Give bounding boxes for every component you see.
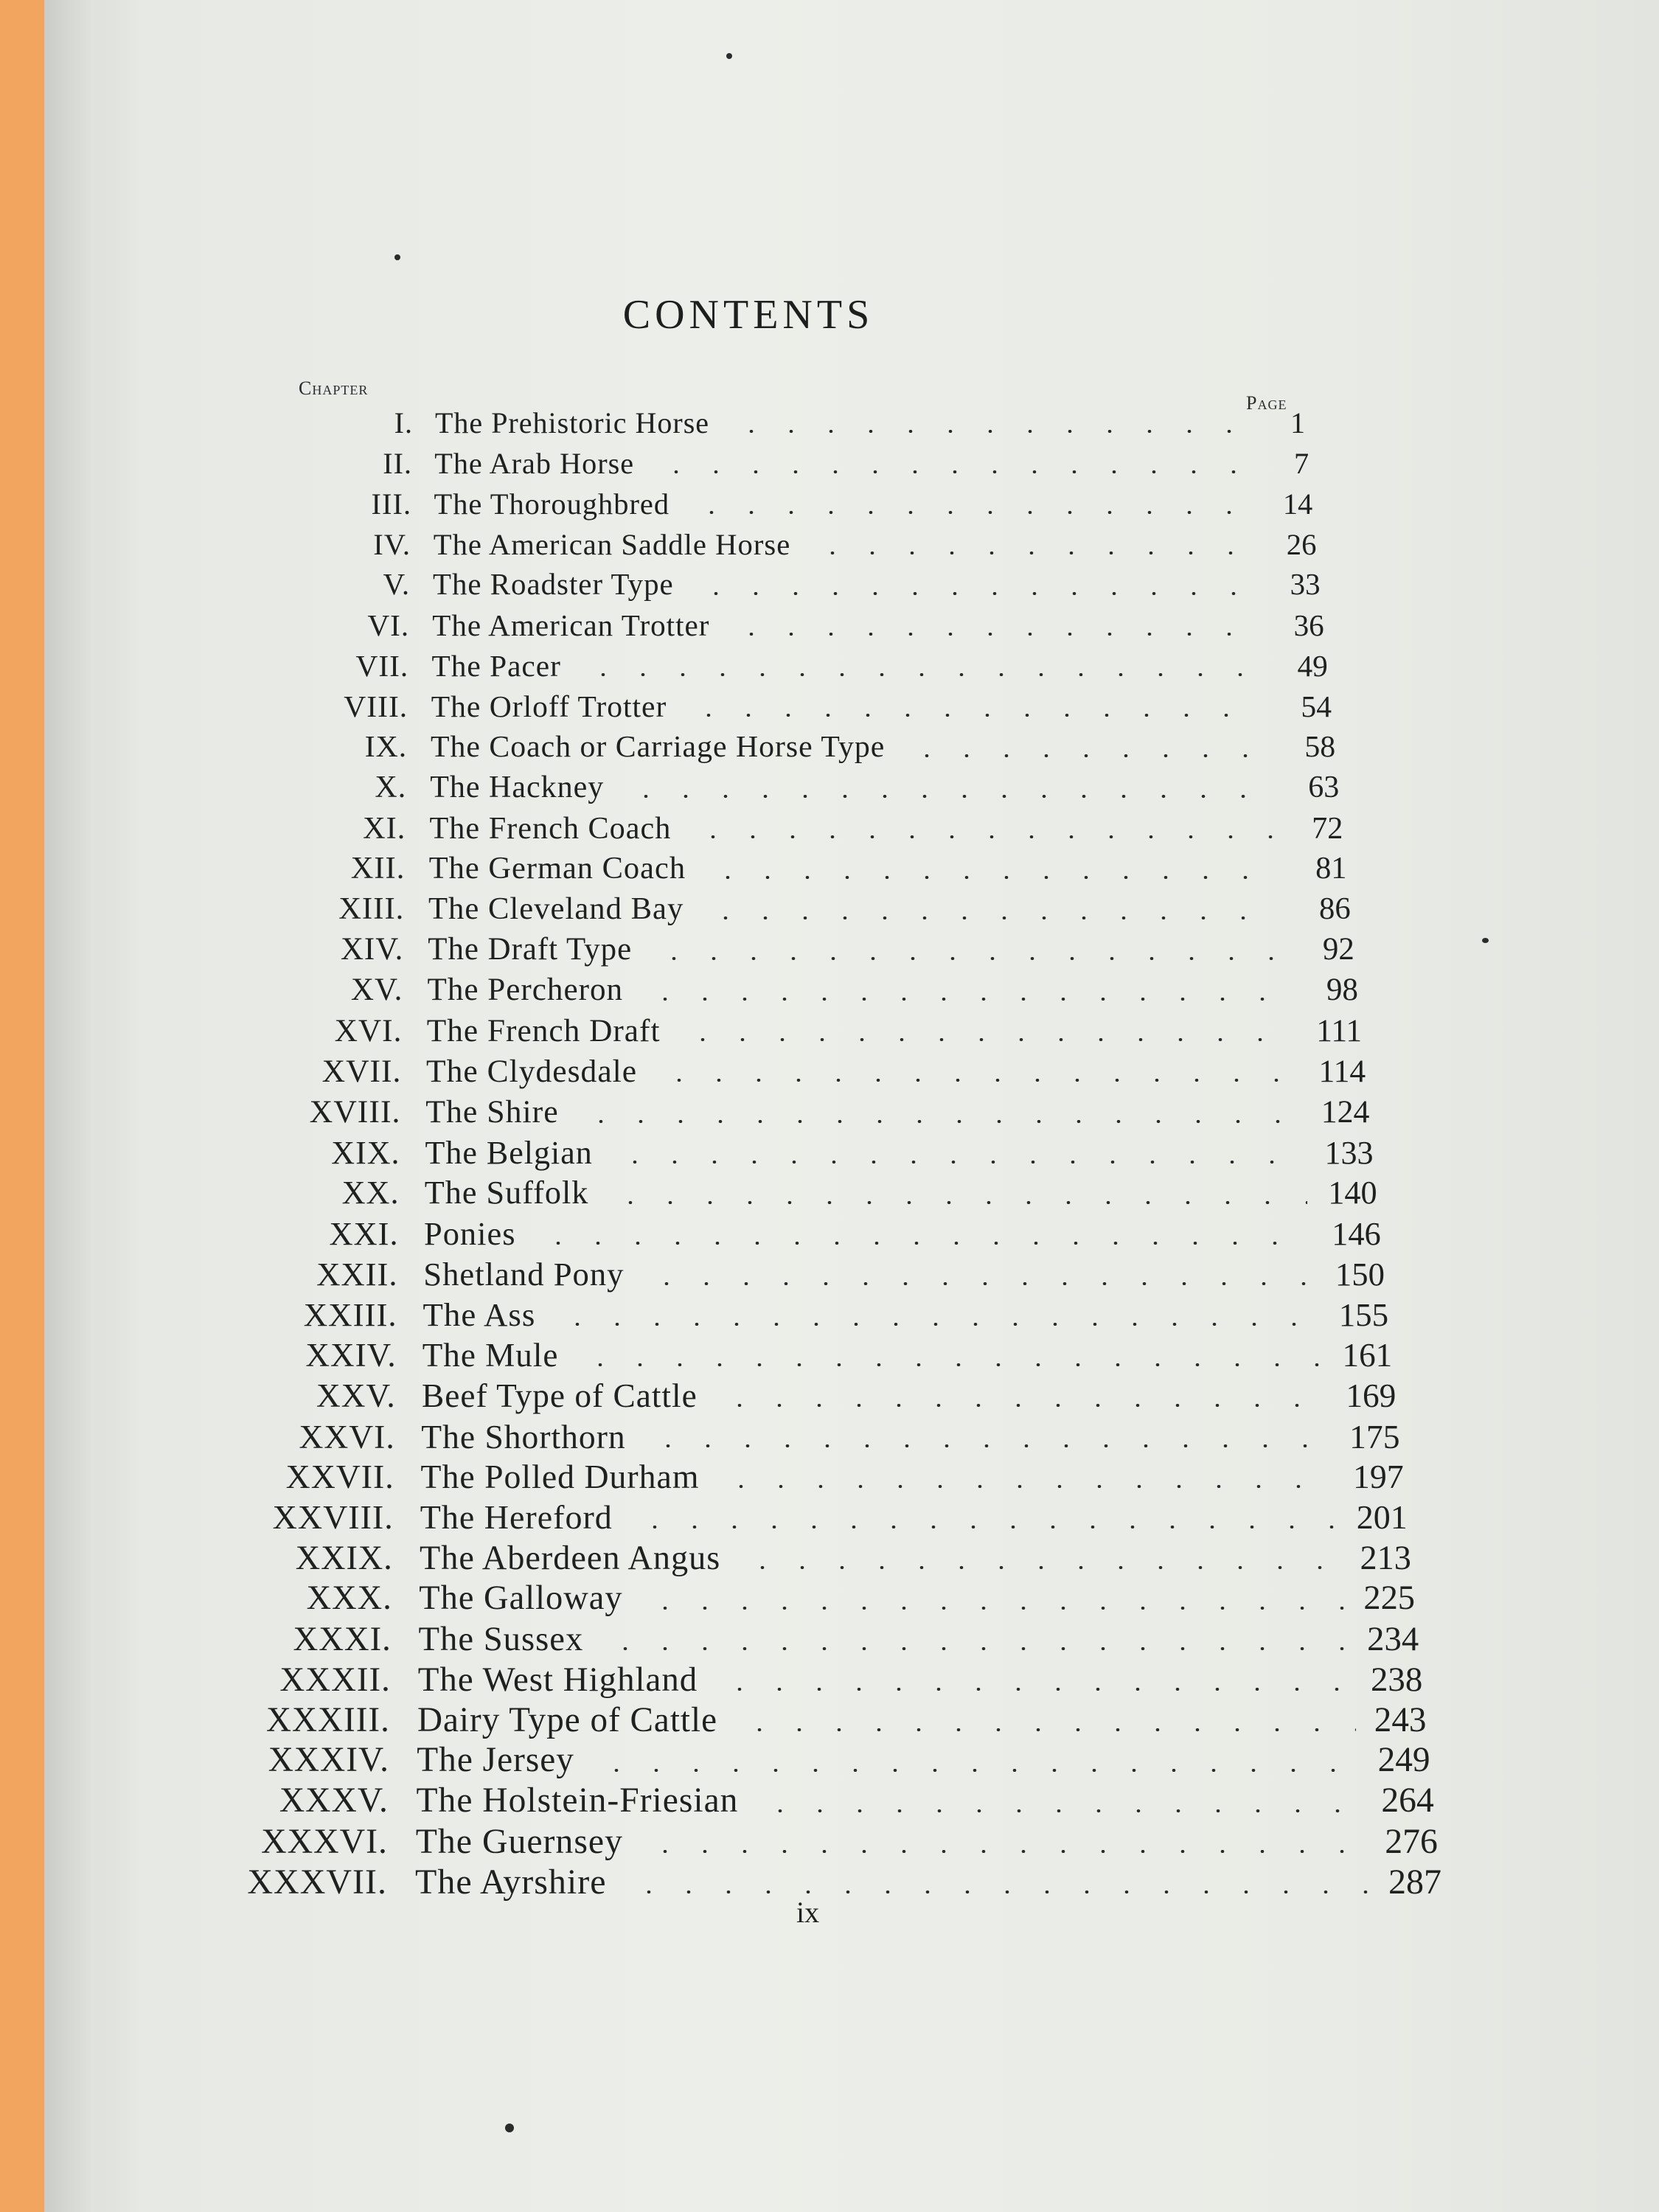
list-item	[0, 891, 1659, 926]
page-number: 133	[1324, 1134, 1374, 1171]
dot-leader	[583, 673, 1258, 676]
dot-leader	[683, 1038, 1293, 1041]
chapter-title: The Ass	[422, 1295, 536, 1333]
chapter-number: XIV.	[340, 932, 404, 967]
page-number: 26	[1286, 527, 1317, 561]
chapter-title: The West Highland	[417, 1660, 698, 1699]
page-number: 58	[1304, 729, 1336, 764]
chapter-title: The Roadster Type	[433, 568, 674, 602]
list-item	[0, 567, 1659, 602]
chapter-title: The Holstein-Friesian	[416, 1781, 739, 1820]
page-number: 1	[1290, 406, 1305, 439]
page-number: 81	[1315, 851, 1347, 886]
list-item	[0, 1417, 1659, 1453]
chapter-title: Beef Type of Cattle	[422, 1377, 698, 1414]
page-folio: ix	[796, 1896, 820, 1929]
chapter-number: XII.	[350, 851, 406, 886]
dot-leader	[557, 1323, 1318, 1326]
dot-leader	[629, 1891, 1371, 1893]
chapter-number: XXXII.	[279, 1660, 391, 1699]
dot-leader	[659, 1079, 1295, 1082]
list-item	[0, 1740, 1659, 1780]
chapter-number: XVIII.	[309, 1093, 401, 1130]
dot-leader	[720, 1404, 1326, 1407]
chapter-number: I.	[394, 406, 413, 439]
list-item	[0, 608, 1659, 643]
chapter-number: XXXIII.	[265, 1700, 390, 1739]
page-number: 140	[1328, 1175, 1377, 1211]
dot-leader	[721, 1485, 1333, 1488]
chapter-number: V.	[383, 568, 411, 602]
page-number: 201	[1356, 1498, 1408, 1537]
list-item	[0, 972, 1659, 1007]
dot-leader	[611, 1201, 1307, 1204]
dot-leader	[626, 795, 1269, 798]
ink-speck	[726, 53, 732, 59]
chapter-title: The Suffolk	[424, 1175, 589, 1211]
dot-leader	[645, 1850, 1368, 1853]
chapter-number: XXXIV.	[268, 1741, 389, 1780]
chapter-title: The Hereford	[420, 1498, 613, 1537]
page-number: 213	[1360, 1539, 1411, 1577]
list-item	[0, 648, 1659, 684]
chapter-number: XXXV.	[279, 1781, 389, 1820]
page-number: 225	[1363, 1579, 1416, 1617]
page-number: 276	[1385, 1822, 1438, 1862]
page-number: 175	[1349, 1417, 1400, 1455]
dot-leader	[597, 1769, 1360, 1772]
chapter-number: III.	[371, 487, 412, 521]
dot-leader	[708, 876, 1276, 879]
list-item	[0, 406, 1659, 441]
chapter-number: XI.	[363, 810, 406, 846]
dot-leader	[615, 1161, 1304, 1164]
chapter-number: XXX.	[306, 1579, 392, 1617]
page-number: 161	[1342, 1336, 1393, 1374]
chapter-number: XIII.	[338, 891, 405, 927]
page-number: 92	[1322, 932, 1354, 967]
chapter-title: The Arab Horse	[434, 446, 635, 480]
chapter-number: XXXI.	[293, 1619, 392, 1658]
list-item	[0, 1214, 1659, 1253]
chapter-title: The Shorthorn	[421, 1417, 626, 1455]
chapter-number: XV.	[350, 973, 403, 1008]
chapter-title: The Aberdeen Angus	[420, 1539, 721, 1577]
chapter-title: Ponies	[424, 1215, 516, 1253]
list-item	[0, 1821, 1659, 1862]
list-item	[0, 850, 1659, 886]
dot-leader	[645, 1607, 1345, 1610]
list-item	[0, 1619, 1659, 1658]
list-item	[0, 931, 1659, 967]
dot-leader	[580, 1363, 1322, 1366]
dot-leader	[648, 1444, 1330, 1447]
list-item	[0, 1295, 1659, 1331]
list-item	[0, 1012, 1659, 1048]
chapter-number: XIX.	[331, 1134, 400, 1171]
ink-speck	[1482, 938, 1489, 943]
chapter-title: The Pacer	[431, 649, 561, 684]
dot-leader	[693, 835, 1273, 838]
page-number: 7	[1294, 446, 1310, 480]
chapter-number: XXIII.	[303, 1295, 397, 1333]
chapter-title: The Ayrshire	[415, 1863, 607, 1902]
page-number: 169	[1346, 1377, 1397, 1414]
list-item	[0, 1781, 1659, 1820]
chapter-title: The Hackney	[430, 770, 605, 804]
chapter-title: The American Saddle Horse	[433, 527, 791, 561]
dot-leader	[760, 1809, 1363, 1812]
list-item	[0, 487, 1659, 522]
dot-leader	[656, 470, 1239, 473]
chapter-title: The Draft Type	[428, 932, 633, 967]
page-number: 234	[1367, 1619, 1419, 1658]
chapter-number: XXVII.	[285, 1458, 394, 1496]
page-column-label: Page	[1246, 392, 1287, 414]
chapter-number: XX.	[341, 1175, 400, 1211]
list-item	[0, 1660, 1659, 1699]
chapter-title: The Clydesdale	[426, 1053, 638, 1089]
chapter-title: Dairy Type of Cattle	[417, 1700, 717, 1739]
list-item	[0, 1457, 1659, 1496]
page-number: 238	[1370, 1660, 1423, 1699]
chapter-title: The Cleveland Bay	[428, 891, 684, 927]
list-item	[0, 1862, 1659, 1902]
chapter-title: The Prehistoric Horse	[435, 406, 710, 439]
dot-leader	[645, 998, 1288, 1001]
chapter-number: VII.	[355, 649, 409, 684]
page-number: 249	[1377, 1741, 1430, 1780]
page-number: 14	[1282, 487, 1313, 521]
page-number: 36	[1293, 608, 1324, 643]
chapter-number: VIII.	[344, 689, 408, 724]
chapter-title: The Mule	[422, 1336, 559, 1374]
page-number: 86	[1319, 891, 1351, 927]
page-number: 146	[1332, 1215, 1381, 1253]
dot-leader	[813, 552, 1246, 554]
chapter-number: XXVIII.	[272, 1498, 394, 1537]
list-item	[0, 1093, 1659, 1129]
dot-leader	[731, 633, 1253, 636]
chapter-number: XVI.	[334, 1012, 403, 1048]
chapter-number: XXIV.	[305, 1336, 397, 1374]
page-number: 111	[1316, 1012, 1363, 1048]
dot-leader	[731, 430, 1235, 433]
chapter-number: IV.	[373, 527, 411, 561]
dot-leader	[740, 1728, 1356, 1731]
chapter-title: The Shire	[425, 1093, 559, 1130]
chapter-title: The Polled Durham	[420, 1458, 700, 1496]
chapter-title: The Belgian	[425, 1134, 593, 1171]
dot-leader	[742, 1566, 1341, 1569]
chapter-title: The American Trotter	[432, 608, 710, 643]
list-item	[0, 1336, 1659, 1374]
page-number: 98	[1326, 973, 1358, 1008]
chapter-title: The Sussex	[418, 1619, 584, 1658]
page-number: 33	[1290, 568, 1321, 602]
chapter-number: II.	[383, 446, 413, 480]
dot-leader	[720, 1688, 1352, 1691]
page-number: 124	[1321, 1093, 1370, 1130]
list-item	[0, 810, 1659, 846]
chapter-column-label: Chapter	[299, 378, 369, 399]
page-number: 49	[1297, 649, 1328, 684]
page-number: 150	[1335, 1256, 1385, 1293]
dot-leader	[605, 1647, 1349, 1650]
chapter-title: The Galloway	[419, 1579, 623, 1617]
page-number: 63	[1308, 770, 1340, 804]
chapter-number: XXII.	[316, 1256, 398, 1293]
dot-leader	[635, 1526, 1338, 1528]
dot-leader	[692, 511, 1242, 514]
chapter-number: XXXVI.	[261, 1822, 388, 1862]
chapter-title: The French Coach	[429, 810, 672, 846]
list-item	[0, 1134, 1659, 1169]
list-item	[0, 1579, 1659, 1617]
chapter-number: X.	[375, 770, 407, 804]
dot-leader	[706, 917, 1280, 919]
dot-leader	[538, 1242, 1311, 1245]
chapter-number: XXVI.	[299, 1417, 395, 1455]
chapter-number: XVII.	[321, 1053, 402, 1089]
list-item	[0, 1053, 1659, 1088]
page-number: 287	[1388, 1863, 1441, 1902]
chapter-number: XXV.	[316, 1377, 396, 1414]
list-item	[0, 689, 1659, 724]
list-item	[0, 527, 1659, 563]
list-item	[0, 1700, 1659, 1739]
page-number: 114	[1318, 1053, 1366, 1089]
page-number: 197	[1352, 1458, 1404, 1496]
list-item	[0, 1255, 1659, 1293]
chapter-title: The Orloff Trotter	[431, 689, 667, 724]
dot-leader	[654, 957, 1284, 960]
list-item	[0, 1377, 1659, 1412]
chapter-title: The Jersey	[417, 1741, 574, 1780]
dot-leader	[696, 592, 1251, 595]
chapter-title: The Coach or Carriage Horse Type	[431, 729, 886, 764]
chapter-number: IX.	[364, 729, 408, 764]
dot-leader	[581, 1120, 1300, 1123]
chapter-title: Shetland Pony	[423, 1256, 625, 1293]
chapter-title: The Percheron	[427, 973, 624, 1008]
page-number: 243	[1374, 1700, 1427, 1739]
page-number: 72	[1312, 810, 1343, 846]
chapter-number: VI.	[367, 608, 410, 643]
list-item	[0, 770, 1659, 805]
list-item	[0, 1538, 1659, 1577]
list-item	[0, 729, 1659, 765]
dot-leader	[907, 754, 1265, 757]
list-item	[0, 446, 1659, 481]
chapter-title: The French Draft	[426, 1012, 661, 1048]
chapter-title: The Thoroughbred	[434, 487, 670, 521]
ink-speck	[394, 254, 400, 260]
page-number: 54	[1301, 689, 1332, 724]
ink-speck	[505, 2124, 514, 2132]
chapter-number: XXXVII.	[247, 1863, 387, 1902]
page-title: CONTENTS	[622, 292, 874, 338]
page-number: 155	[1338, 1295, 1389, 1333]
chapter-number: XXIX.	[295, 1539, 393, 1577]
list-item	[0, 1174, 1659, 1209]
chapter-title: The German Coach	[428, 851, 686, 886]
chapter-number: XXI.	[329, 1215, 399, 1253]
chapter-title: The Guernsey	[415, 1822, 623, 1862]
page-number: 264	[1381, 1781, 1434, 1820]
list-item	[0, 1498, 1659, 1537]
dot-leader	[647, 1282, 1315, 1285]
dot-leader	[689, 714, 1262, 717]
